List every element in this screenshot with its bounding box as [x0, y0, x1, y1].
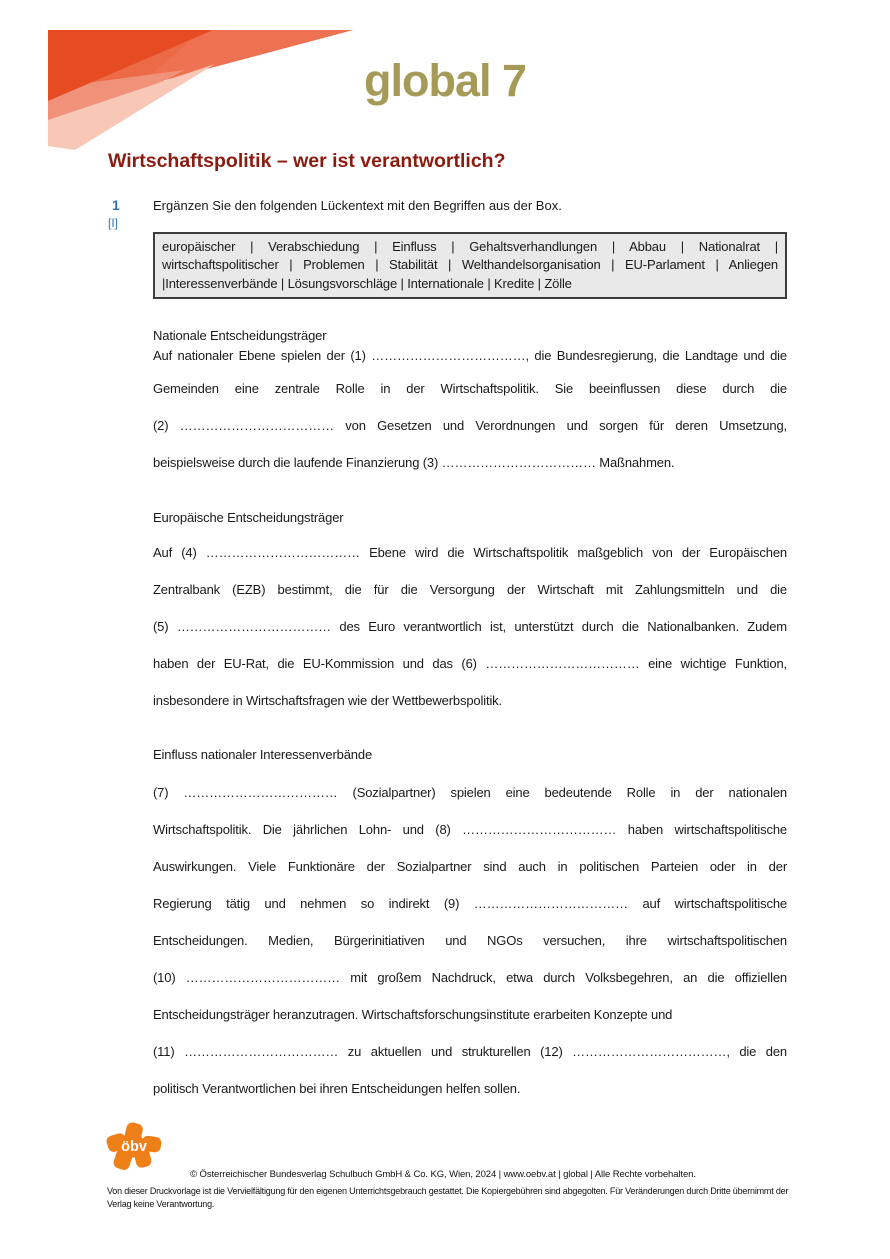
section-heading: Europäische Entscheidungsträger [153, 510, 344, 525]
section-european [153, 508, 787, 719]
text-line: Wirtschaftspolitik. Die jährlichen Lohn- und (8) ……………………………… haben wirtschaftspolitische [153, 822, 787, 837]
footer-notice [107, 1185, 789, 1211]
text-line: haben der EU-Rat, die EU-Kommission und das (6) ……………………………… eine wichtige Funktion, [153, 656, 787, 671]
exercise-tag: [I] [108, 216, 119, 230]
text-line: politisch Verantwortlichen bei ihren Entscheidungen helfen sollen. [153, 1081, 521, 1096]
text-line: insbesondere in Wirtschaftsfragen wie der Wettbewerbspolitik. [153, 693, 502, 708]
section-heading: Nationale Entscheidungsträger [153, 328, 327, 343]
section-interest-groups [153, 745, 787, 1107]
word-box [153, 232, 787, 299]
word-box-line: |Interessenverbände | Lösungsvorschläge | Internationale | Kredite | Zölle [162, 275, 572, 291]
text-line: (7) ……………………………… (Sozialpartner) spielen eine bedeutende Rolle in der nationalen [153, 785, 787, 800]
text-line: Entscheidungen. Medien, Bürgerinitiativen und NGOs versuchen, ihre wirtschaftspolitischen [153, 933, 787, 948]
text-line: Entscheidungsträger heranzutragen. Wirtschaftsforschungsinstitute erarbeiten Konzepte und [153, 1007, 673, 1022]
brand-title: global 7 [363, 55, 527, 106]
text-line: (5) ……………………………… des Euro verantwortlich ist, unterstützt durch die Nationalbanken. Zudem [153, 619, 787, 634]
section-national [153, 326, 787, 481]
section-heading: Einfluss nationaler Interessenverbände [153, 747, 373, 762]
text-line: Regierung tätig und nehmen so indirekt (9) ……………………………… auf wirtschaftspolitische [153, 896, 787, 911]
text-line: (10) ……………………………… mit großem Nachdruck, etwa durch Volksbegehren, an die offiziellen [153, 970, 787, 985]
footer-notice-line: Verlag keine Verantwortung. [107, 1199, 215, 1209]
footer-notice-line: Von dieser Druckvorlage ist die Vervielfältigung für den eigenen Unterrichtsgebrauch gestattet. Die Kopiergebühren sind abgegolten. Für Veränderungen durch Dritte übernimmt der [107, 1186, 789, 1196]
footer-copyright: © Österreichischer Bundesverlag Schulbuch GmbH & Co. KG, Wien, 2024 | www.oebv.at | global | Alle Rechte vorbehalten. [190, 1169, 696, 1180]
svg-text:öbv: öbv [121, 1138, 147, 1155]
exercise-instruction: Ergänzen Sie den folgenden Lückentext mit den Begriffen aus der Box. [153, 198, 562, 213]
text-line: (2) ……………………………… von Gesetzen und Verordnungen und sorgen für deren Umsetzung, [153, 418, 787, 433]
text-line: Auf (4) ……………………………… Ebene wird die Wirtschaftspolitik maßgeblich von der Europäischen [153, 545, 787, 560]
exercise-number: 1 [112, 197, 120, 213]
word-box-line: wirtschaftspolitischer | Problemen | Stabilität | Welthandelsorganisation | EU-Parlament | Anliegen [162, 257, 778, 273]
text-line: beispielsweise durch die laufende Finanzierung (3) ……………………………… Maßnahmen. [153, 455, 675, 470]
text-line: Zentralbank (EZB) bestimmt, die für die Versorgung der Wirtschaft mit Zahlungsmitteln und die [153, 582, 787, 597]
word-box-line: europäischer | Verabschiedung | Einfluss | Gehaltsverhandlungen | Abbau | Nationalrat | [162, 239, 778, 254]
text-line: Auf nationaler Ebene spielen der (1) ………………………………, die Bundesregierung, die Landtage und die [153, 348, 787, 363]
text-line: Auswirkungen. Viele Funktionäre der Sozialpartner sind auch in politischen Parteien oder in der [153, 859, 787, 874]
text-line: Gemeinden eine zentrale Rolle in der Wirtschaftspolitik. Sie beeinflussen diese durch die [153, 381, 787, 396]
text-line: (11) ……………………………… zu aktuellen und strukturellen (12) ………………………………, die den [153, 1044, 787, 1059]
page-title: Wirtschaftspolitik – wer ist verantwortlich? [108, 150, 506, 172]
oebv-logo-icon [105, 1121, 163, 1173]
